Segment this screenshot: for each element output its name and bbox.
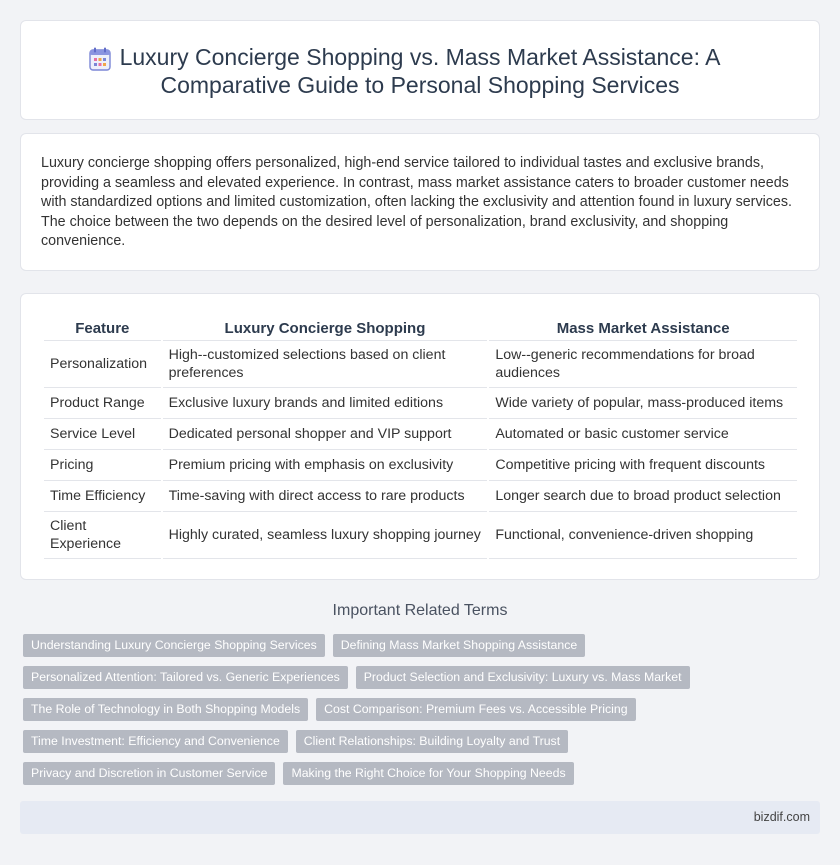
luxury-cell: Time-saving with direct access to rare products	[163, 481, 488, 512]
table-row	[44, 419, 797, 450]
related-term-tag[interactable]: Personalized Attention: Tailored vs. Generic Experiences	[23, 666, 348, 689]
mass-market-cell: Competitive pricing with frequent discounts	[489, 450, 797, 481]
feature-cell: Pricing	[44, 450, 161, 481]
comparison-table	[42, 313, 799, 559]
luxury-cell: Highly curated, seamless luxury shopping journey	[163, 512, 488, 559]
related-term-tag[interactable]: Cost Comparison: Premium Fees vs. Accessible Pricing	[316, 698, 635, 721]
feature-cell: Time Efficiency	[44, 481, 161, 512]
feature-cell: Product Range	[44, 388, 161, 419]
intro-card	[20, 133, 820, 271]
mass-market-cell: Automated or basic customer service	[489, 419, 797, 450]
header-luxury: Luxury Concierge Shopping	[163, 313, 488, 341]
mass-market-cell: Longer search due to broad product selection	[489, 481, 797, 512]
comparison-table-card	[20, 293, 820, 580]
header-feature: Feature	[44, 313, 161, 341]
luxury-cell: Premium pricing with emphasis on exclusivity	[163, 450, 488, 481]
related-term-tag[interactable]: Making the Right Choice for Your Shopping Needs	[283, 762, 573, 785]
feature-cell: Personalization	[44, 341, 161, 388]
table-row	[44, 341, 797, 388]
related-term-tag[interactable]: Understanding Luxury Concierge Shopping Services	[23, 634, 325, 657]
intro-paragraph: Luxury concierge shopping offers personalized, high-end service tailored to individual tastes and exclusive brands, providing a seamless and elevated experience. In contrast, mass market assistance caters to broader customer needs with standardized options and limited customization, often lacking the exclusivity and attention found in luxury services. The choice between the two depends on the desired level of personalization, brand exclusivity, and shopping convenience.	[41, 155, 792, 249]
table-row	[44, 481, 797, 512]
footer-bar	[20, 801, 820, 834]
page-title: Luxury Concierge Shopping vs. Mass Market Assistance: A Comparative Guide to Personal Shopping Services	[119, 44, 721, 98]
table-header-row	[44, 313, 797, 341]
related-term-tag[interactable]: The Role of Technology in Both Shopping Models	[23, 698, 308, 721]
header-mass-market: Mass Market Assistance	[489, 313, 797, 341]
table-row	[44, 450, 797, 481]
related-terms-list	[23, 634, 823, 785]
related-term-tag[interactable]: Client Relationships: Building Loyalty and Trust	[296, 730, 568, 753]
luxury-cell: Exclusive luxury brands and limited editions	[163, 388, 488, 419]
mass-market-cell: Functional, convenience-driven shopping	[489, 512, 797, 559]
feature-cell: Service Level	[44, 419, 161, 450]
mass-market-cell: Low--generic recommendations for broad audiences	[489, 341, 797, 388]
luxury-cell: Dedicated personal shopper and VIP support	[163, 419, 488, 450]
mass-market-cell: Wide variety of popular, mass-produced items	[489, 388, 797, 419]
related-term-tag[interactable]: Time Investment: Efficiency and Convenience	[23, 730, 288, 753]
feature-cell: Client Experience	[44, 512, 161, 559]
luxury-cell: High--customized selections based on client preferences	[163, 341, 488, 388]
related-term-tag[interactable]: Privacy and Discretion in Customer Service	[23, 762, 275, 785]
header-card	[20, 20, 820, 120]
related-terms-title: Important Related Terms	[332, 602, 508, 619]
table-row	[44, 388, 797, 419]
related-term-tag[interactable]: Product Selection and Exclusivity: Luxury vs. Mass Market	[356, 666, 690, 689]
related-term-tag[interactable]: Defining Mass Market Shopping Assistance	[333, 634, 586, 657]
table-row	[44, 512, 797, 559]
footer-brand[interactable]: bizdif.com	[753, 810, 810, 824]
